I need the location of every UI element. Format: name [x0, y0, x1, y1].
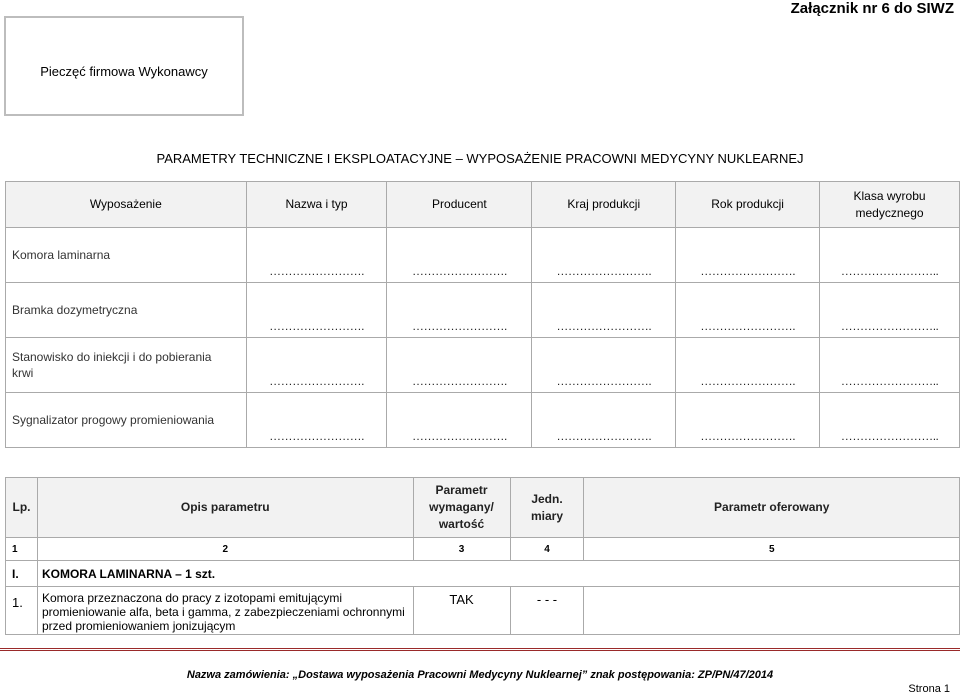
equipment-row — [6, 228, 960, 283]
item-description: Komora przeznaczona do pracy z izotopami emitującymi promieniowanie alfa, beta i gamma, z zabezpieczeniami ochronnymi przed promieniowaniem jonizującym — [37, 587, 413, 635]
parameters-table — [5, 477, 960, 635]
fill-field[interactable]: ……………………. — [387, 393, 532, 448]
attachment-label: Załącznik nr 6 do SIWZ — [790, 0, 954, 17]
item-lp: 1. — [6, 587, 38, 635]
fill-field[interactable]: ……………………. — [246, 338, 387, 393]
fill-field[interactable]: ……………………. — [387, 338, 532, 393]
fill-field[interactable]: ……………………. — [676, 338, 820, 393]
fill-field[interactable]: …………………….. — [820, 393, 960, 448]
equipment-row — [6, 338, 960, 393]
col-header-unit: Jedn. miary — [510, 478, 584, 538]
col-header-med-class: Klasa wyrobu medycznego — [820, 182, 960, 228]
column-number: 4 — [510, 538, 584, 561]
fill-field[interactable]: ……………………. — [676, 283, 820, 338]
equipment-name: Komora laminarna — [6, 228, 247, 283]
fill-field[interactable]: ……………………. — [387, 228, 532, 283]
table-row — [6, 587, 960, 635]
item-required: TAK — [413, 587, 510, 635]
section-lp: I. — [6, 561, 38, 587]
column-number: 5 — [584, 538, 960, 561]
item-offered-field[interactable] — [584, 587, 960, 635]
col-header-year: Rok produkcji — [676, 182, 820, 228]
fill-field[interactable]: ……………………. — [532, 228, 676, 283]
fill-field[interactable]: ……………………. — [676, 228, 820, 283]
col-header-name-type: Nazwa i typ — [246, 182, 387, 228]
col-header-required: Parametr wymagany/ wartość — [413, 478, 510, 538]
fill-field[interactable]: ……………………. — [532, 283, 676, 338]
fill-field[interactable]: ……………………. — [532, 393, 676, 448]
fill-field[interactable]: ……………………. — [246, 228, 387, 283]
column-number: 2 — [37, 538, 413, 561]
fill-field[interactable]: …………………….. — [820, 283, 960, 338]
section-row — [6, 561, 960, 587]
page-number: Strona 1 — [908, 683, 950, 695]
column-numbers-row — [6, 538, 960, 561]
company-stamp-box — [4, 16, 244, 116]
fill-field[interactable]: …………………….. — [820, 228, 960, 283]
equipment-row — [6, 283, 960, 338]
equipment-header-row — [6, 182, 960, 228]
equipment-name: Stanowisko do iniekcji i do pobierania krwi — [6, 338, 247, 393]
parameters-header-row — [6, 478, 960, 538]
fill-field[interactable]: ……………………. — [387, 283, 532, 338]
stamp-label: Pieczęć firmowa Wykonawcy — [40, 63, 208, 79]
col-header-equipment: Wyposażenie — [6, 182, 247, 228]
equipment-name: Sygnalizator progowy promieniowania — [6, 393, 247, 448]
col-header-lp: Lp. — [6, 478, 38, 538]
footer-divider — [0, 648, 960, 651]
section-title: KOMORA LAMINARNA – 1 szt. — [37, 561, 959, 587]
col-header-description: Opis parametru — [37, 478, 413, 538]
item-unit: - - - — [510, 587, 584, 635]
col-header-offered: Parametr oferowany — [584, 478, 960, 538]
equipment-row — [6, 393, 960, 448]
column-number: 3 — [413, 538, 510, 561]
fill-field[interactable]: …………………….. — [820, 338, 960, 393]
document-title: PARAMETRY TECHNICZNE I EKSPLOATACYJNE – WYPOSAŻENIE PRACOWNI MEDYCYNY NUKLEARNEJ — [156, 151, 804, 166]
equipment-name: Bramka dozymetryczna — [6, 283, 247, 338]
col-header-producer: Producent — [387, 182, 532, 228]
column-number: 1 — [6, 538, 38, 561]
fill-field[interactable]: ……………………. — [246, 393, 387, 448]
fill-field[interactable]: ……………………. — [676, 393, 820, 448]
col-header-country: Kraj produkcji — [532, 182, 676, 228]
footer-text: Nazwa zamówienia: „Dostawa wyposażenia Pracowni Medycyny Nuklearnej” znak postępowania: ZP/PN/47/2014 — [186, 669, 774, 681]
fill-field[interactable]: ……………………. — [246, 283, 387, 338]
equipment-table — [5, 181, 960, 448]
fill-field[interactable]: ……………………. — [532, 338, 676, 393]
